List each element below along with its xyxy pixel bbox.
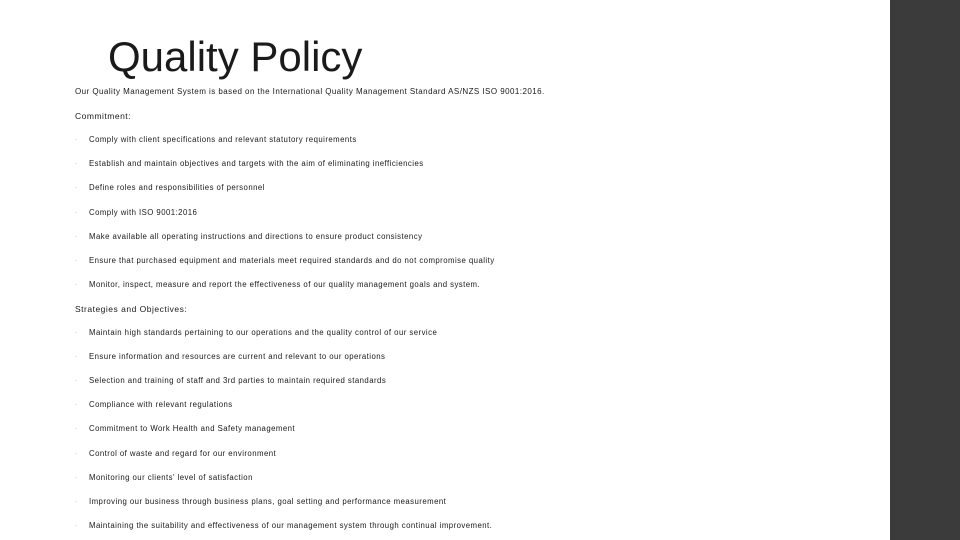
commitment-list-item (75, 231, 422, 243)
strategies-list-item (75, 399, 233, 411)
slide-title: Quality Policy (108, 33, 363, 80)
strategies-item-text: Monitoring our clients' level of satisfaction (89, 473, 253, 482)
bullet-icon: · (75, 282, 78, 288)
bullet-icon: · (75, 137, 78, 143)
side-accent-bar (890, 0, 960, 540)
bullet-icon: · (75, 234, 78, 240)
strategies-item-text: Maintain high standards pertaining to our operations and the quality control of our service (89, 328, 438, 337)
strategies-item-text: Commitment to Work Health and Safety management (89, 424, 296, 433)
bullet-icon: · (75, 161, 78, 167)
commitment-item-text: Monitor, inspect, measure and report the effectiveness of our quality management goals and system. (89, 280, 481, 289)
bullet-icon: · (75, 451, 78, 457)
strategies-item-text: Ensure information and resources are current and relevant to our operations (89, 352, 386, 361)
bullet-icon: · (75, 378, 78, 384)
strategies-item-text: Improving our business through business plans, goal setting and performance measurement (89, 497, 447, 506)
strategies-item-text: Control of waste and regard for our environment (89, 449, 277, 458)
bullet-icon: · (75, 210, 78, 216)
strategies-list-item (75, 472, 253, 484)
bullet-icon: · (75, 185, 78, 191)
commitment-item-text: Ensure that purchased equipment and materials meet required standards and do not compromise quality (89, 256, 495, 265)
strategies-item-text: Selection and training of staff and 3rd parties to maintain required standards (89, 376, 387, 385)
bullet-icon: · (75, 475, 78, 481)
strategies-list-item (75, 520, 492, 532)
bullet-icon: · (75, 258, 78, 264)
strategies-list-item (75, 375, 386, 387)
commitment-item-text: Make available all operating instructions and directions to ensure product consistency (89, 232, 423, 241)
strategies-heading: Strategies and Objectives: (75, 304, 188, 314)
bullet-icon: · (75, 402, 78, 408)
strategies-item-text: Compliance with relevant regulations (89, 400, 233, 409)
commitment-list-item (75, 158, 424, 170)
bullet-icon: · (75, 354, 78, 360)
commitment-heading: Commitment: (75, 111, 132, 121)
strategies-item-text: Maintaining the suitability and effectiveness of our management system through continual improvement. (89, 521, 493, 530)
bullet-icon: · (75, 499, 78, 505)
bullet-icon: · (75, 426, 78, 432)
commitment-item-text: Establish and maintain objectives and targets with the aim of eliminating inefficiencies (89, 159, 424, 168)
commitment-list-item (75, 279, 480, 291)
strategies-list-item (75, 423, 295, 435)
strategies-list-item (75, 351, 385, 363)
commitment-item-text: Define roles and responsibilities of personnel (89, 183, 265, 192)
commitment-list-item (75, 134, 357, 146)
bullet-icon: · (75, 523, 78, 529)
strategies-list-item (75, 496, 446, 508)
commitment-list-item (75, 255, 495, 267)
commitment-list-item (75, 182, 265, 194)
commitment-list-item (75, 207, 197, 219)
intro-paragraph: Our Quality Management System is based on the International Quality Management Standard AS/NZS ISO 9001:2016. (75, 87, 545, 96)
commitment-item-text: Comply with client specifications and relevant statutory requirements (89, 135, 357, 144)
strategies-list-item (75, 448, 276, 460)
strategies-list-item (75, 327, 437, 339)
commitment-item-text: Comply with ISO 9001:2016 (89, 208, 198, 217)
bullet-icon: · (75, 330, 78, 336)
